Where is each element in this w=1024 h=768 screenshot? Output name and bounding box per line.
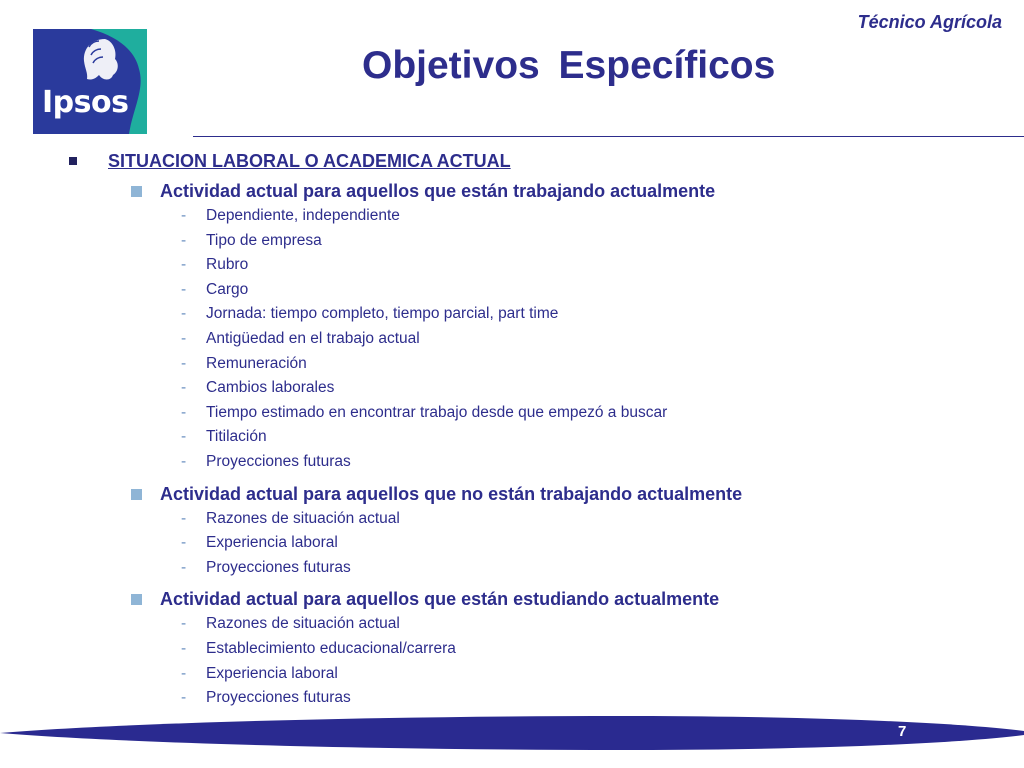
dash-bullet-icon: - (181, 452, 187, 470)
item-list (0, 612, 1024, 710)
list-item: - Tipo de empresa (206, 229, 1024, 254)
footer-band (0, 713, 1024, 753)
dash-bullet-icon: - (181, 379, 187, 397)
page-number: 7 (898, 723, 907, 740)
logo-wordmark: Ipsos (42, 85, 129, 120)
list-item: - Jornada: tiempo completo, tiempo parcial, part time (206, 302, 1024, 327)
dash-bullet-icon: - (181, 639, 187, 657)
dash-bullet-icon: - (181, 558, 187, 576)
dash-bullet-icon: - (181, 428, 187, 446)
section-studying (0, 586, 1024, 710)
section-not-working (0, 481, 1024, 581)
list-item: - Antigüedad en el trabajo actual (206, 327, 1024, 352)
title-divider (193, 136, 1024, 137)
dash-bullet-icon: - (181, 231, 187, 249)
main-heading-text: SITUACION LABORAL O ACADEMICA ACTUAL (108, 151, 511, 171)
list-item: - Experiencia laboral (206, 531, 1024, 556)
square-bullet-icon (131, 489, 142, 500)
main-heading (108, 148, 1024, 174)
dash-bullet-icon: - (181, 403, 187, 421)
list-item: - Proyecciones futuras (206, 686, 1024, 711)
square-bullet-icon (131, 186, 142, 197)
list-item: - Proyecciones futuras (206, 556, 1024, 581)
course-subject: Técnico Agrícola (857, 12, 1002, 32)
list-item: - Proyecciones futuras (206, 450, 1024, 475)
list-item: - Rubro (206, 253, 1024, 278)
square-bullet-icon (69, 157, 77, 165)
slide-content (0, 148, 1024, 711)
square-bullet-icon (131, 594, 142, 605)
dash-bullet-icon: - (181, 207, 187, 224)
list-item: - Tiempo estimado en encontrar trabajo desde que empezó a buscar (206, 401, 1024, 426)
dash-bullet-icon: - (181, 534, 187, 552)
dash-bullet-icon: - (181, 354, 187, 372)
section-title (160, 586, 1024, 612)
list-item: - Establecimiento educacional/carrera (206, 637, 1024, 662)
list-item: - Remuneración (206, 352, 1024, 377)
slide-title: Objetivos Específicos (362, 44, 776, 87)
dash-bullet-icon: - (181, 615, 187, 633)
list-item: - Cambios laborales (206, 376, 1024, 401)
item-list (0, 204, 1024, 475)
section-working (0, 178, 1024, 475)
dash-bullet-icon: - (181, 280, 187, 298)
list-item: - Titilación (206, 425, 1024, 450)
list-item: - Dependiente, independiente (206, 204, 1024, 229)
list-item: - Cargo (206, 278, 1024, 303)
section-title-text: Actividad actual para aquellos que no están trabajando actualmente (160, 483, 743, 504)
list-item: - Razones de situación actual (206, 507, 1024, 532)
dash-bullet-icon: - (181, 509, 187, 527)
list-item: - Experiencia laboral (206, 662, 1024, 687)
list-item: - Razones de situación actual (206, 612, 1024, 637)
item-list (0, 507, 1024, 581)
section-title-text: Actividad actual para aquellos que están trabajando actualmente (160, 181, 716, 201)
section-title (160, 481, 1024, 507)
dash-bullet-icon: - (181, 664, 187, 682)
dash-bullet-icon: - (181, 256, 187, 274)
ipsos-logo (33, 29, 147, 134)
dash-bullet-icon: - (181, 329, 187, 347)
dash-bullet-icon: - (181, 689, 187, 707)
section-title-text: Actividad actual para aquellos que están estudiando actualmente (160, 589, 720, 610)
section-title (160, 178, 1024, 204)
dash-bullet-icon: - (181, 305, 187, 323)
